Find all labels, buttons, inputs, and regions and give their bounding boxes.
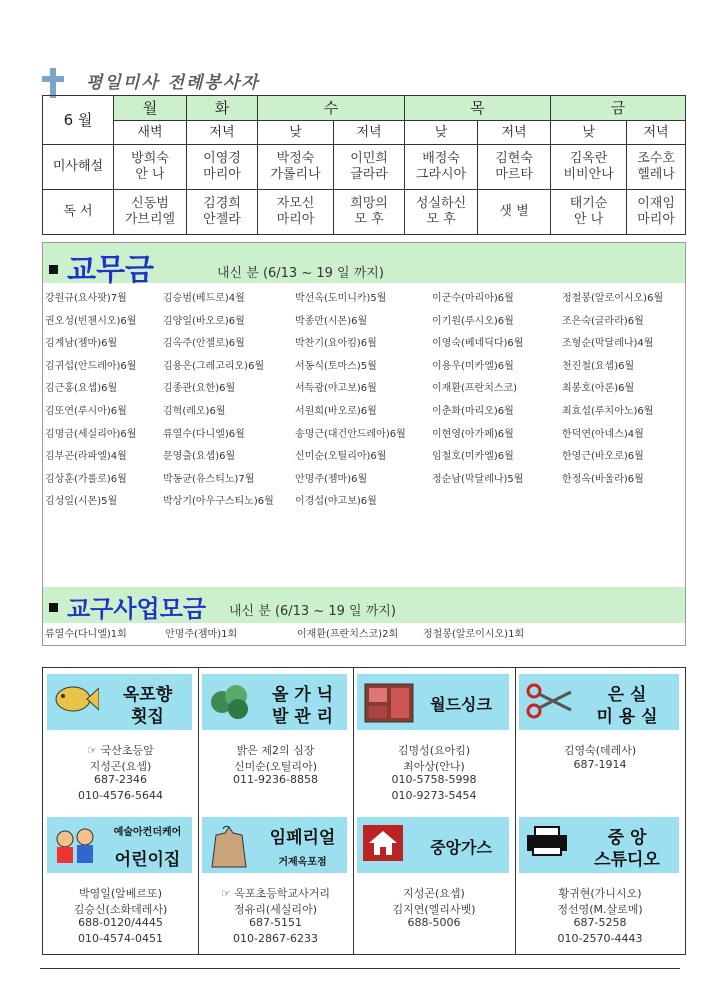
donor-name: 박종만(시몬)6월 bbox=[295, 315, 368, 327]
schedule-cell-line: 그라시아 bbox=[415, 167, 467, 182]
project-name: 정철봉(알로이시오)1회 bbox=[423, 629, 525, 640]
donor-name: 한덕연(아네스)4월 bbox=[562, 428, 644, 440]
month-label: 6 월 bbox=[43, 96, 114, 145]
ad-info-line: 최아상(안나) bbox=[403, 759, 465, 773]
project-header-band bbox=[43, 587, 685, 623]
ad-title: 중앙가스 bbox=[430, 838, 492, 857]
donor-name: 박상기(아우구스티노)6월 bbox=[163, 496, 274, 508]
project-title: 교구사업모금 bbox=[67, 595, 207, 623]
donor-name: 김부곤(라파엘)4월 bbox=[45, 451, 127, 463]
donor-name: 김또연(루시아)6월 bbox=[45, 406, 127, 417]
ad-info-line: 010-2867-6233 bbox=[233, 931, 318, 945]
donor-name: 서원희(바오로)6월 bbox=[295, 406, 377, 417]
project-name: 안명주(젬마)1회 bbox=[165, 629, 238, 640]
children-icon bbox=[53, 825, 99, 869]
schedule-cell bbox=[257, 190, 333, 235]
ad-info-line: 688-5006 bbox=[407, 916, 461, 929]
donor-name: 서동식(토마스)5월 bbox=[295, 360, 377, 372]
donation-subtitle: 내신 분 (6/13 ~ 19 일 까지) bbox=[217, 266, 384, 281]
donor-name: 임철호(미카엘)6월 bbox=[432, 451, 514, 463]
donor-name: 최효섭(루치아노)6월 bbox=[562, 406, 654, 417]
donor-name: 김혁(레오)6월 bbox=[163, 406, 226, 417]
ad-info-line: 010-2570-4443 bbox=[557, 931, 643, 945]
slot-header: 새벽 bbox=[113, 121, 186, 145]
schedule-cell bbox=[334, 190, 405, 235]
house-icon bbox=[363, 825, 403, 865]
ad-title: 옥포향 bbox=[122, 685, 173, 705]
row-label: 미사해설 bbox=[43, 145, 114, 190]
schedule-cell-line: 신동범 bbox=[131, 196, 169, 211]
donor-name: 류열수(다니엘)6월 bbox=[163, 428, 245, 440]
ad-title: 중 앙 bbox=[607, 828, 647, 848]
ad-title: 은 실 bbox=[607, 685, 647, 705]
ad-info-line: 정유리(세실리아) bbox=[234, 902, 317, 916]
ad-title: 스튜디오 bbox=[594, 850, 660, 870]
donor-name: 이영숙(베네딕다)6월 bbox=[432, 338, 524, 350]
ad-title: 예술아컨더케어 bbox=[113, 827, 182, 838]
ad-info-line: 687-2346 bbox=[94, 773, 147, 786]
ad-info-line: 김지연(엘리사벳) bbox=[392, 902, 476, 916]
ad-logo bbox=[47, 817, 192, 873]
ad-title: 어린이집 bbox=[114, 850, 181, 870]
ad-info-line: 박영일(알베르또) bbox=[79, 887, 162, 900]
schedule-cell bbox=[405, 145, 478, 190]
donor-name: 한영근(바오로)6월 bbox=[562, 451, 644, 463]
donor-name: 조은숙(글라라)6월 bbox=[562, 315, 644, 327]
donor-name: 박선옥(도미니카)5월 bbox=[295, 293, 387, 304]
schedule-cell bbox=[551, 145, 627, 190]
donor-name: 이현영(아가페)6월 bbox=[432, 428, 514, 440]
bottom-rule bbox=[40, 968, 680, 969]
donor-name: 김상훈(가롤로)6월 bbox=[45, 473, 127, 485]
ad-info-line: 김영숙(데레사) bbox=[563, 744, 637, 757]
donor-name: 박동균(유스티노)7월 bbox=[163, 473, 255, 485]
schedule-cell-line: 가롤리나 bbox=[270, 167, 321, 182]
printer-icon bbox=[525, 825, 569, 861]
ad-info-line: 011-9236-8858 bbox=[233, 773, 318, 786]
donor-name: 조형순(막달레나)4월 bbox=[562, 338, 654, 350]
schedule-cell-line: 성실하신 bbox=[415, 196, 467, 211]
schedule-cell-line: 마리아 bbox=[276, 212, 315, 227]
schedule-cell-line: 모 후 bbox=[426, 212, 456, 227]
donor-name: 신미순(오틸리아)6월 bbox=[295, 451, 387, 463]
schedule-cell-line: 안 나 bbox=[135, 167, 165, 182]
schedule-cell bbox=[334, 145, 405, 190]
donor-name: 권오성(빈첸시오)6월 bbox=[45, 315, 137, 327]
page-title: 평일미사 전례봉사자 bbox=[86, 73, 260, 93]
day-fri: 금 bbox=[551, 96, 686, 121]
ad-info-line: ☞ 옥포초등학교사거리 bbox=[221, 887, 330, 900]
schedule-cell-line: 비비안나 bbox=[563, 167, 614, 182]
donor-name: 문영출(요셉)6월 bbox=[163, 451, 236, 463]
ad-info-line: 010-4574-0451 bbox=[78, 931, 163, 945]
day-thu: 목 bbox=[405, 96, 551, 121]
donor-name: 이군수(마리아)6월 bbox=[432, 293, 514, 304]
ad-info-line: 687-1914 bbox=[573, 757, 627, 771]
donor-name: 정철봉(알로이시오)6월 bbox=[562, 293, 664, 304]
fish-icon bbox=[53, 682, 99, 720]
schedule-cell bbox=[187, 190, 258, 235]
ad-logo bbox=[519, 674, 679, 730]
day-mon: 월 bbox=[113, 96, 186, 121]
ad-info-line: 김승신(소화데레사) bbox=[73, 902, 168, 916]
donor-name: 이춘화(마리오)6월 bbox=[432, 406, 514, 417]
donor-name: 이경섭(야고보)6월 bbox=[295, 496, 377, 508]
day-wed: 수 bbox=[257, 96, 404, 121]
donor-name: 안명주(젬마)6월 bbox=[295, 473, 368, 485]
schedule-cell-line: 가브리엘 bbox=[124, 212, 176, 227]
donor-name: 이재환(프란치스코) bbox=[432, 383, 518, 395]
ad-logo bbox=[519, 817, 679, 873]
ad-info-line: 황귀현(가니시오) bbox=[558, 887, 642, 900]
schedule-cell bbox=[113, 145, 186, 190]
slot-header: 저녁 bbox=[478, 121, 551, 145]
ad-logo bbox=[202, 674, 347, 730]
ad-info-line: ☞ 국산초등앞 bbox=[87, 744, 154, 757]
schedule-cell-line: 태기순 bbox=[569, 196, 608, 211]
slot-header: 낮 bbox=[551, 121, 627, 145]
donor-name: 최봉호(아론)6월 bbox=[562, 383, 635, 395]
slot-header: 낮 bbox=[405, 121, 478, 145]
donor-name: 천진철(요셉)6월 bbox=[562, 360, 635, 372]
schedule-cell-line: 이영경 bbox=[203, 151, 241, 166]
schedule-cell-line: 이재임 bbox=[637, 196, 675, 211]
bullet-icon bbox=[49, 603, 58, 612]
ad-title: 임페리얼 bbox=[269, 828, 336, 848]
ad-title: 올 가 닉 bbox=[271, 685, 334, 705]
donor-name: 김근홍(요셉)6월 bbox=[45, 383, 118, 395]
schedule-cell-line: 이민희 bbox=[350, 151, 388, 166]
schedule-cell bbox=[478, 145, 551, 190]
ad-title: 거제옥포점 bbox=[278, 857, 327, 868]
day-tue: 화 bbox=[187, 96, 258, 121]
donor-name: 김계남(젬마)6월 bbox=[45, 338, 118, 350]
donor-name: 김명금(세실리아)6월 bbox=[45, 428, 137, 440]
schedule-cell-line: 김현숙 bbox=[495, 151, 533, 166]
schedule-cell-line: 김경희 bbox=[203, 196, 241, 211]
schedule-cell-line: 배정숙 bbox=[422, 151, 460, 166]
donation-title: 교무금 bbox=[67, 253, 154, 288]
ad-title: 횟집 bbox=[131, 707, 164, 727]
row-label: 독 서 bbox=[43, 190, 114, 235]
schedule-cell bbox=[405, 190, 478, 235]
ad-logo bbox=[357, 817, 509, 873]
donor-name: 한정옥(바울라)6월 bbox=[562, 473, 644, 485]
schedule-cell-line: 글라라 bbox=[350, 167, 388, 182]
bullet-icon bbox=[49, 265, 58, 274]
slot-header: 낮 bbox=[257, 121, 333, 145]
donor-name: 김옥주(안젤로)6월 bbox=[163, 338, 245, 350]
donor-name: 박찬기(요아킴)6월 bbox=[295, 338, 377, 350]
schedule-cell-line: 샛 별 bbox=[499, 204, 529, 219]
donor-name: 이용우(미카엘)6월 bbox=[432, 360, 514, 372]
scissors-icon bbox=[525, 682, 573, 724]
schedule-table bbox=[42, 95, 686, 235]
header bbox=[40, 62, 500, 96]
schedule-cell bbox=[113, 190, 186, 235]
donor-name: 김귀섭(안드레아)6월 bbox=[45, 360, 137, 372]
slot-header: 저녁 bbox=[627, 121, 686, 145]
project-name: 이재환(프란치스코)2회 bbox=[297, 629, 399, 640]
donor-name: 김용은(그레고리오)6월 bbox=[163, 360, 265, 372]
schedule-cell-line: 안젤라 bbox=[203, 212, 241, 227]
donor-name: 김승범(베드로)4월 bbox=[163, 293, 245, 304]
schedule-cell bbox=[187, 145, 258, 190]
schedule-cell-line: 방희숙 bbox=[131, 151, 169, 166]
schedule-cell-line: 마리아 bbox=[203, 167, 241, 182]
ad-info-line: 687-5151 bbox=[249, 916, 302, 929]
slot-header: 저녁 bbox=[334, 121, 405, 145]
schedule-cell bbox=[478, 190, 551, 235]
schedule-cell bbox=[257, 145, 333, 190]
schedule-cell-line: 마리아 bbox=[637, 212, 675, 227]
donor-name: 정순남(막달레나)5월 bbox=[432, 473, 524, 485]
ad-title: 월드싱크 bbox=[430, 695, 492, 714]
ad-info-line: 010-5758-5998 bbox=[391, 773, 477, 786]
ad-info-line: 지성곤(요셉) bbox=[403, 887, 465, 900]
donor-name: 송명근(대건안드레아)6월 bbox=[295, 428, 406, 440]
ad-info-line: 지성곤(요셉) bbox=[89, 759, 152, 773]
cross-icon bbox=[40, 68, 66, 98]
schedule-cell-line: 헬레나 bbox=[637, 167, 675, 182]
ad-info-line: 정선영(M.살로메) bbox=[557, 902, 643, 916]
ads-panel bbox=[42, 667, 686, 955]
project-name: 류열수(다니엘)1회 bbox=[45, 629, 127, 640]
donation-panel bbox=[42, 242, 686, 646]
ad-info-line: 밝은 제2의 심장 bbox=[236, 744, 315, 757]
schedule-cell-line: 모 후 bbox=[354, 212, 384, 227]
ad-logo bbox=[47, 674, 192, 730]
donor-name: 김종관(요한)6월 bbox=[163, 383, 236, 395]
schedule-cell bbox=[627, 190, 686, 235]
ad-logo bbox=[357, 674, 509, 730]
schedule-cell-line: 희망의 bbox=[350, 196, 388, 211]
cabinet-icon bbox=[363, 682, 415, 728]
schedule-cell-line: 자모신 bbox=[276, 196, 315, 211]
schedule-cell-line: 김옥란 bbox=[569, 151, 608, 166]
schedule-cell bbox=[551, 190, 627, 235]
herb-icon bbox=[208, 682, 254, 724]
ad-logo bbox=[202, 817, 347, 873]
donation-header-band bbox=[43, 243, 685, 288]
ad-info-line: 687-5258 bbox=[573, 916, 627, 929]
ad-info-line: 688-0120/4445 bbox=[78, 916, 163, 929]
donor-name: 서득광(야고보)6월 bbox=[295, 383, 377, 395]
donor-name: 강원규(요사팟)7월 bbox=[45, 293, 127, 304]
schedule-cell-line: 마르타 bbox=[495, 167, 533, 182]
dress-icon bbox=[208, 825, 250, 873]
schedule-cell bbox=[627, 145, 686, 190]
donor-name: 이기원(루시오)6월 bbox=[432, 315, 514, 327]
schedule-cell-line: 박정숙 bbox=[276, 151, 315, 166]
slot-header: 저녁 bbox=[187, 121, 258, 145]
project-subtitle: 내신 분 (6/13 ~ 19 일 까지) bbox=[229, 604, 396, 619]
ad-info-line: 010-9273-5454 bbox=[391, 788, 477, 802]
ad-title: 발 관 리 bbox=[271, 707, 334, 727]
ad-info-line: 신미순(오틸리아) bbox=[234, 759, 317, 773]
schedule-cell-line: 안 나 bbox=[573, 212, 604, 227]
donor-name: 김양일(바오로)6월 bbox=[163, 315, 245, 327]
schedule-cell-line: 조수호 bbox=[637, 151, 675, 166]
donor-name: 김성일(시몬)5월 bbox=[45, 496, 118, 508]
ad-title: 미 용 실 bbox=[596, 707, 658, 727]
ad-info-line: 010-4576-5644 bbox=[78, 788, 163, 802]
ad-info-line: 김명성(요아킴) bbox=[397, 744, 471, 757]
